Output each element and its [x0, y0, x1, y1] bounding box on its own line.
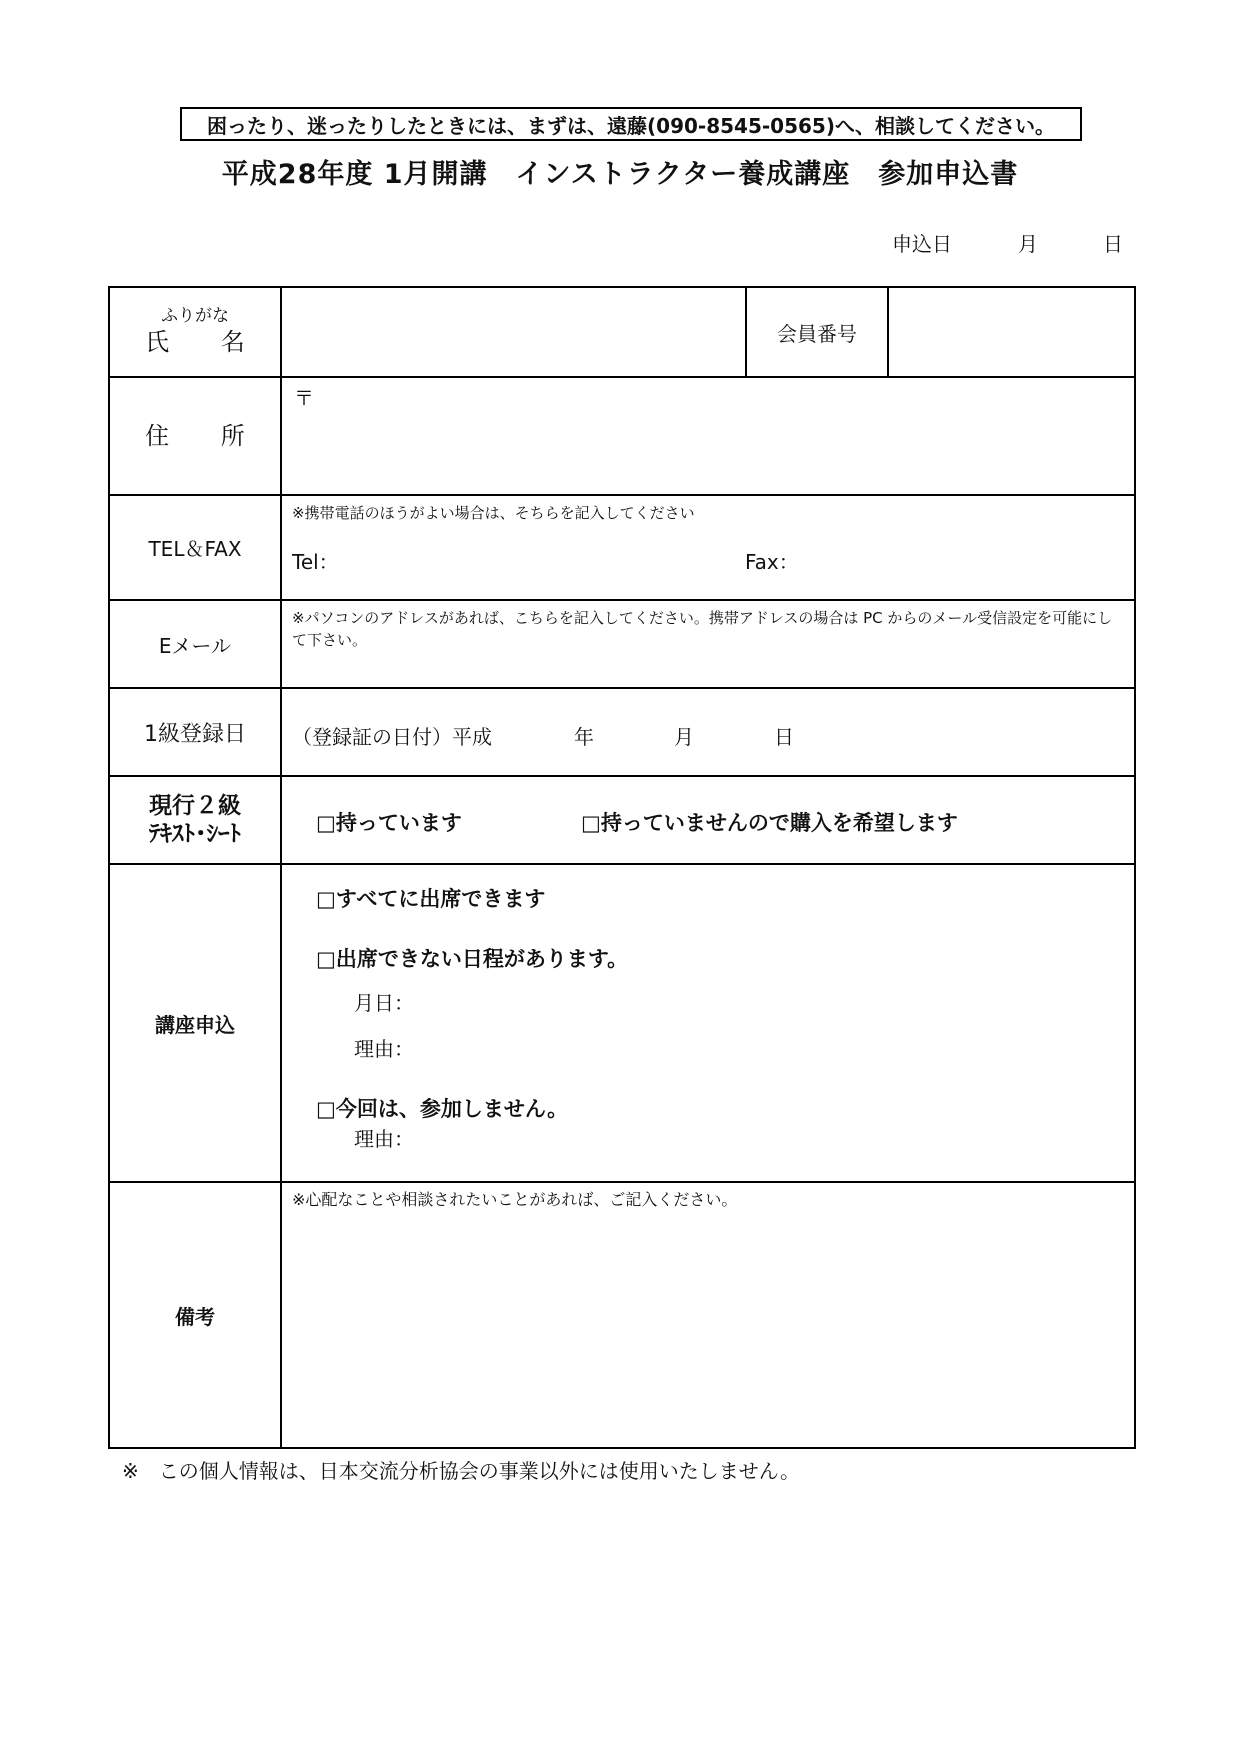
email-note: ※パソコンのアドレスがあれば、こちらを記入してください。携帯アドレスの場合は PC からのメール受信設定を可能にして下さい。: [292, 609, 1113, 649]
postal-mark: 〒: [294, 386, 314, 410]
course-date-label: 月日：: [354, 991, 414, 1015]
name-label-cell: [109, 287, 281, 377]
page-title: 平成28年度 1月開講 インストラクター養成講座 参加申込書: [221, 159, 1019, 190]
registration-label: 1級登録日: [109, 688, 281, 776]
course-reason-label: 理由：: [354, 1037, 414, 1061]
consultation-notice: [180, 107, 1082, 141]
address-label: 住 所: [145, 422, 267, 450]
application-date-day: 日: [1103, 232, 1123, 256]
member-number-label: 会員番号: [746, 287, 888, 377]
registration-year: 年: [574, 725, 594, 749]
application-date-label: 申込日: [892, 232, 952, 256]
address-field[interactable]: [281, 377, 1135, 495]
text-sheet-field: [281, 776, 1135, 864]
remarks-field[interactable]: [281, 1182, 1135, 1448]
registration-row: [109, 688, 1135, 776]
registration-month: 月: [674, 725, 694, 749]
course-option-all[interactable]: □すべてに出席できます: [316, 887, 546, 911]
fax-label: Fax：: [745, 550, 799, 574]
furigana-label: ふりがな: [161, 306, 229, 326]
name-label: 氏 名: [145, 328, 267, 356]
email-label: Eメール: [109, 600, 281, 688]
email-row: [109, 600, 1135, 688]
application-date-month: 月: [1018, 232, 1038, 256]
course-row: [109, 864, 1135, 1182]
text-sheet-row: [109, 776, 1135, 864]
remarks-label: 備考: [109, 1182, 281, 1448]
email-field[interactable]: [281, 600, 1135, 688]
course-option-partial[interactable]: □出席できない日程があります。: [316, 947, 629, 971]
address-label-cell: [109, 377, 281, 495]
text-sheet-option-buy[interactable]: □持っていませんので購入を希望します: [581, 811, 958, 835]
consultation-notice-text: 困ったり、迷ったりしたときには、まずは、遠藤(090-8545-0565)へ、相談してください。: [207, 113, 1055, 138]
text-sheet-label-cell: [109, 776, 281, 864]
course-option-absent[interactable]: □今回は、参加しません。: [316, 1097, 569, 1121]
text-sheet-label-line1: 現行２級: [149, 793, 241, 819]
registration-prefix: （登録証の日付）平成: [292, 725, 492, 749]
privacy-footer-note: ※ この個人情報は、日本交流分析協会の事業以外には使用いたしません。: [122, 1459, 800, 1483]
registration-field[interactable]: [281, 688, 1135, 776]
name-field[interactable]: [281, 287, 746, 377]
course-field: [281, 864, 1135, 1182]
remarks-row: [109, 1182, 1135, 1448]
tel-label: Tel：: [292, 550, 339, 574]
member-number-field[interactable]: [888, 287, 1135, 377]
course-label: 講座申込: [109, 864, 281, 1182]
remarks-note: ※心配なことや相談されたいことがあれば、ご記入ください。: [292, 1190, 738, 1209]
tel-note: ※携帯電話のほうがよい場合は、そちらを記入してください: [292, 504, 695, 522]
address-row: [109, 377, 1135, 495]
name-row: [109, 287, 1135, 377]
registration-day: 日: [774, 725, 794, 749]
text-sheet-option-have[interactable]: □持っています: [316, 811, 462, 835]
tel-fax-field[interactable]: [281, 495, 1135, 600]
course-absent-reason-label: 理由：: [354, 1127, 414, 1151]
tel-fax-label: TEL＆FAX: [109, 495, 281, 600]
text-sheet-label-line2: ﾃｷｽﾄ･ｼｰﾄ: [149, 821, 241, 847]
tel-fax-row: [109, 495, 1135, 600]
application-form-table: [108, 286, 1136, 1449]
